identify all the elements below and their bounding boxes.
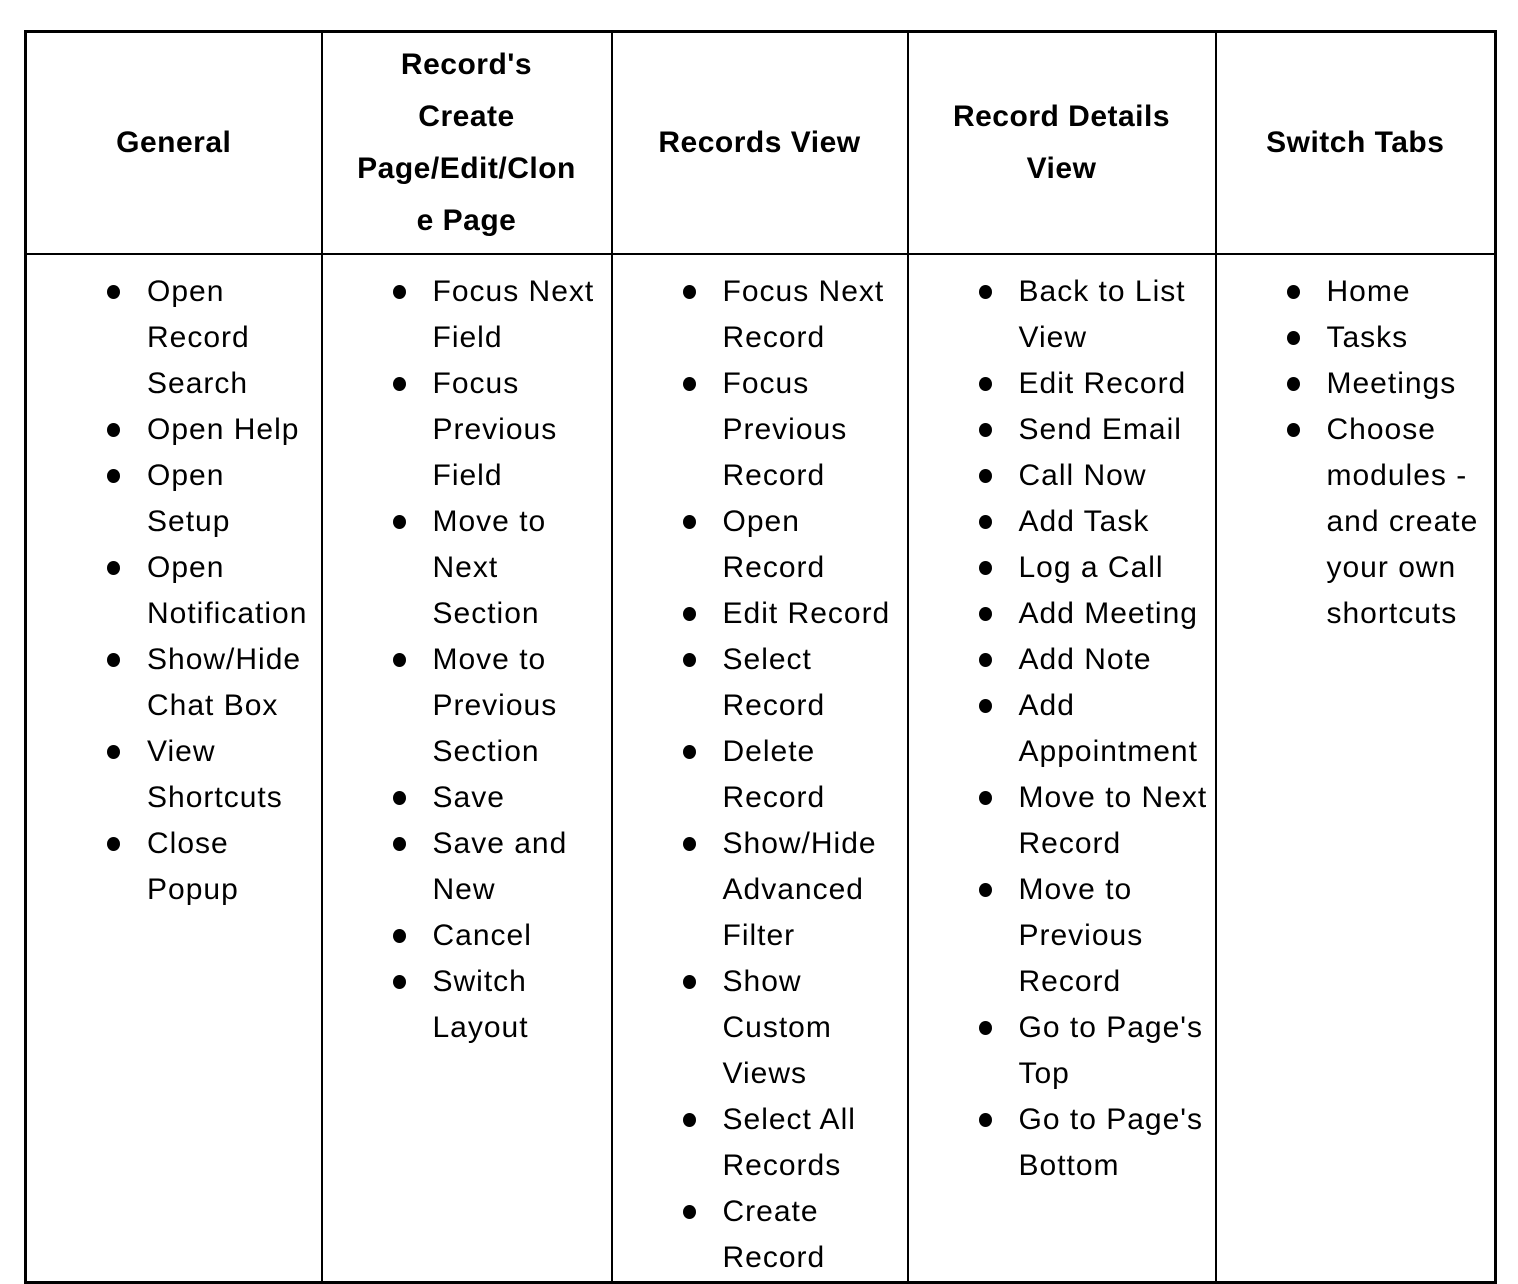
shortcut-list-item: View Shortcuts <box>147 729 315 821</box>
shortcut-list-item: Call Now <box>1019 453 1209 499</box>
records-view-shortcut-list <box>613 269 901 1281</box>
cell-create-edit-clone-shortcuts <box>322 254 612 1283</box>
shortcut-list-item: Log a Call <box>1019 545 1209 591</box>
shortcut-list-item: Add Task <box>1019 499 1209 545</box>
shortcut-list-item: Focus Next Record <box>723 269 901 361</box>
shortcut-list-item: Open Record Search <box>147 269 315 407</box>
cell-general-shortcuts <box>26 254 322 1283</box>
create-edit-clone-shortcut-list <box>323 269 605 1051</box>
shortcut-list-item: Open Setup <box>147 453 315 545</box>
shortcut-list-item: Open Help <box>147 407 315 453</box>
shortcut-list-item: Close Popup <box>147 821 315 913</box>
shortcut-list-item: Back to List View <box>1019 269 1209 361</box>
table-body-row <box>26 254 1496 1283</box>
column-header-general: General <box>26 32 322 255</box>
column-header-create-edit-clone-page: Record's Create Page/Edit/Clone Page <box>322 32 612 255</box>
shortcut-list-item: Edit Record <box>723 591 901 637</box>
cell-records-view-shortcuts <box>612 254 908 1283</box>
shortcut-list-item: Show/Hide Advanced Filter <box>723 821 901 959</box>
record-details-view-shortcut-list <box>909 269 1209 1189</box>
shortcut-list-item: Open Record <box>723 499 901 591</box>
column-header-switch-tabs: Switch Tabs <box>1216 32 1496 255</box>
shortcut-list-item: Meetings <box>1327 361 1489 407</box>
shortcut-list-item: Select Record <box>723 637 901 729</box>
shortcut-list-item: Show/Hide Chat Box <box>147 637 315 729</box>
table-header-row <box>26 32 1496 255</box>
shortcut-list-item: Move to Previous Section <box>433 637 605 775</box>
shortcut-list-item: Cancel <box>433 913 605 959</box>
shortcut-list-item: Focus Previous Record <box>723 361 901 499</box>
shortcut-list-item: Select All Records <box>723 1097 901 1189</box>
shortcut-list-item: Send Email <box>1019 407 1209 453</box>
shortcut-list-item: Edit Record <box>1019 361 1209 407</box>
shortcut-list-item: Create Record <box>723 1189 901 1281</box>
shortcut-list-item: Move to Next Record <box>1019 775 1209 867</box>
shortcut-list-item: Delete Record <box>723 729 901 821</box>
shortcut-list-item: Go to Page's Top <box>1019 1005 1209 1097</box>
shortcut-list-item: Move to Next Section <box>433 499 605 637</box>
shortcut-list-item: Focus Previous Field <box>433 361 605 499</box>
shortcut-list-item: Home <box>1327 269 1489 315</box>
column-header-records-view: Records View <box>612 32 908 255</box>
shortcut-list-item: Add Meeting <box>1019 591 1209 637</box>
switch-tabs-shortcut-list <box>1217 269 1489 637</box>
shortcut-list-item: Tasks <box>1327 315 1489 361</box>
shortcut-list-item: Save <box>433 775 605 821</box>
general-shortcut-list <box>27 269 315 913</box>
shortcut-list-item: Save and New <box>433 821 605 913</box>
shortcut-list-item: Add Note <box>1019 637 1209 683</box>
shortcut-list-item: Go to Page's Bottom <box>1019 1097 1209 1189</box>
shortcut-list-item: Show Custom Views <box>723 959 901 1097</box>
cell-switch-tabs-shortcuts <box>1216 254 1496 1283</box>
cell-record-details-view-shortcuts <box>908 254 1216 1283</box>
shortcut-list-item: Choose modules - and create your own shortcuts <box>1327 407 1489 637</box>
column-header-record-details-view: Record Details View <box>908 32 1216 255</box>
shortcut-list-item: Add Appointment <box>1019 683 1209 775</box>
shortcut-list-item: Switch Layout <box>433 959 605 1051</box>
shortcut-list-item: Move to Previous Record <box>1019 867 1209 1005</box>
shortcut-list-item: Open Notification <box>147 545 315 637</box>
shortcut-list-item: Focus Next Field <box>433 269 605 361</box>
shortcuts-table <box>24 30 1497 1284</box>
